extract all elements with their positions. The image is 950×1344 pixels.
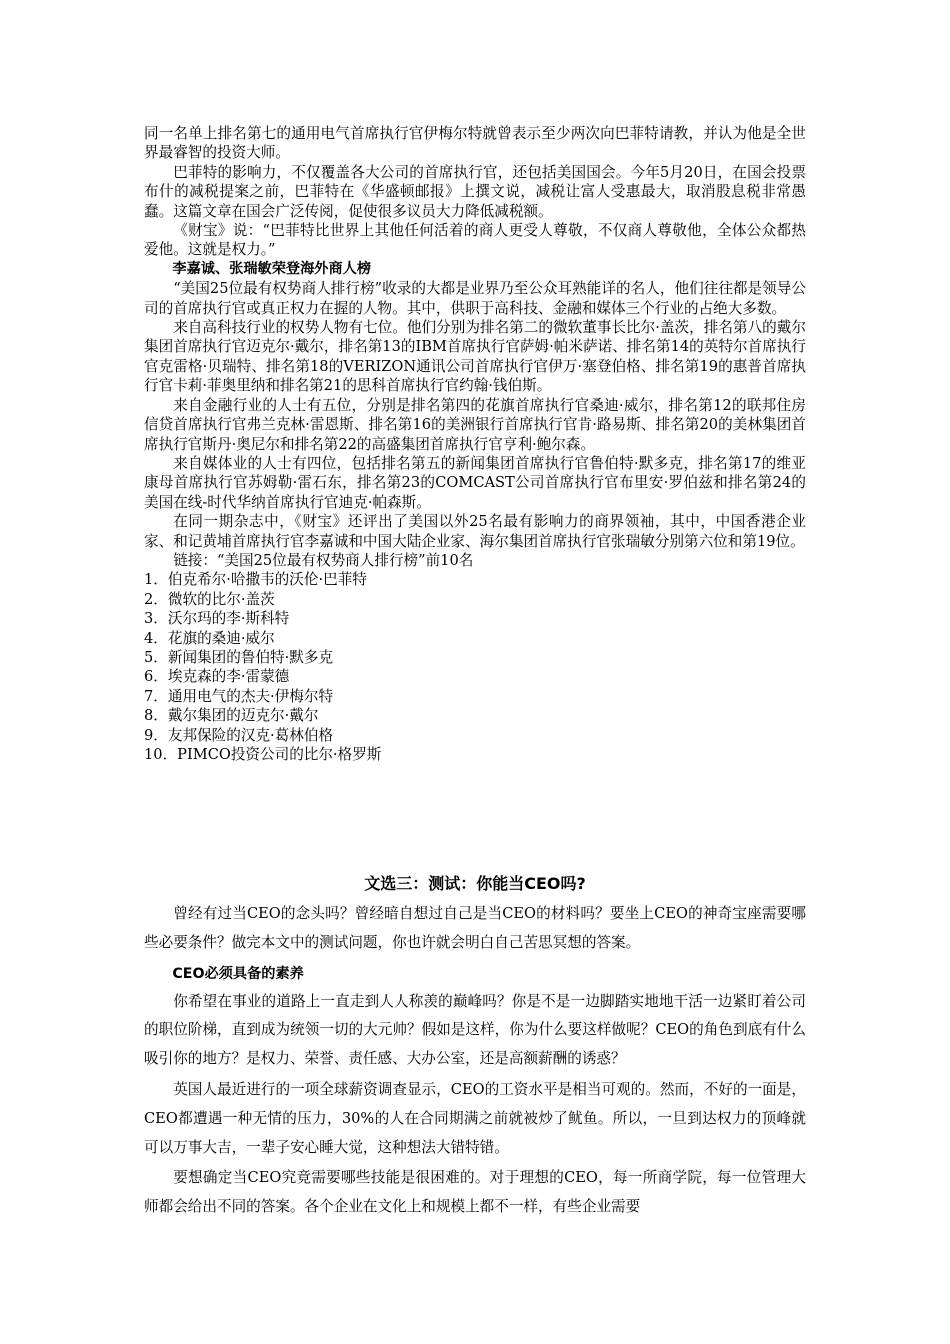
paragraph-fortune-quote: 《财宝》说：“巴菲特比世界上其他任何活着的商人更受人尊敬，不仅商人尊敬他，全体公众都热爱他。这就是权力。”: [144, 222, 806, 259]
paragraph-finance: 来自金融行业的人士有五位，分别是排名第四的花旗首席执行官桑迪·威尔，排名第12的联邦住房信贷首席执行官弗兰克林·雷恩斯、排名第16的美洲银行首席执行官肯·路易斯、排名第20的美林集团首席执行官斯丹·奥尼尔和排名第22的高盛集团首席执行官亨利·鲍尔森。: [144, 396, 806, 453]
subheading-overseas: 李嘉诚、张瑞敏荣登海外商人榜: [172, 260, 372, 277]
article-ranking-section: [144, 124, 806, 764]
paragraph-tech: 来自高科技行业的权势人物有七位。他们分别为排名第二的微软董事长比尔·盖茨，排名第八的戴尔集团首席执行官迈克尔·戴尔，排名第13的IBM首席执行官萨姆·帕米萨诺、排名第14的英特尔首席执行官克雷格·贝瑞特、排名第18的VERIZON通讯公司首席执行官伊万·塞登伯格、排名第19的惠普首席执行官卡莉·菲奥里纳和排名第21的思科首席执行官约翰·钱伯斯。: [144, 319, 806, 395]
paragraph-ranking: “美国25位最有权势商人排行榜”收录的大都是业界乃至公众耳熟能详的名人，他们往往都是领导公司的首席执行官或真正权力在握的人物。其中，供职于高科技、金融和媒体三个行业的占绝大多数。: [144, 280, 806, 317]
list-item: 8．戴尔集团的迈克尔·戴尔: [144, 707, 319, 725]
paragraph-intro: 曾经有过当CEO的念头吗？曾经暗自想过自己是当CEO的材料吗？要坐上CEO的神奇宝座需要哪些必要条件？做完本文中的测试问题，你也许就会明白自己苦思冥想的答案。: [144, 905, 806, 951]
top10-list: [144, 570, 806, 764]
link-intro: 链接：“美国25位最有权势商人排行榜”前10名: [173, 551, 474, 569]
subheading-ceo-qualities: CEO必须具备的素养: [172, 965, 304, 982]
paragraph-media: 来自媒体业的人士有四位，包括排名第五的新闻集团首席执行官鲁伯特·默多克，排名第17的维亚康母首席执行官苏姆勒·雷石东，排名第23的COMCAST公司首席执行官布里安·罗伯兹和排名第24的美国在线-时代华纳首席执行官迪克·帕森斯。: [144, 454, 806, 511]
list-item: 6．埃克森的李·雷蒙德: [144, 668, 290, 686]
list-item: 5．新闻集团的鲁伯特·默多克: [144, 648, 334, 666]
list-item: 10．PIMCO投资公司的比尔·格罗斯: [144, 746, 382, 763]
list-item: 4．花旗的桑迪·威尔: [144, 629, 275, 647]
paragraph-influence: 巴菲特的影响力，不仅覆盖各大公司的首席执行官，还包括美国国会。今年5月20日，在国会投票布什的减税提案之前，巴菲特在《华盛顿邮报》上撰文说，减税让富人受惠最大，取消股息税非常愚蠢。这篇文章在国会广泛传阅，促使很多议员大力降低减税额。: [144, 163, 806, 220]
list-item: 7．通用电气的杰夫·伊梅尔特: [144, 687, 334, 705]
article-ceo-section: [144, 900, 806, 1224]
list-item: 2．微软的比尔·盖茨: [144, 590, 275, 608]
paragraph-skills: 要想确定当CEO究竟需要哪些技能是很困难的。对于理想的CEO，每一所商学院，每一位管理大师都会给出不同的答案。各个企业在文化上和规模上都不一样，有些企业需要: [144, 1169, 806, 1216]
list-item: 9．友邦保险的汉克·葛林伯格: [144, 726, 334, 744]
list-item: 3．沃尔玛的李·斯科特: [144, 610, 290, 628]
paragraph-immelt: 同一名单上排名第七的通用电气首席执行官伊梅尔特就曾表示至少两次向巴菲特请教，并认为他是全世界最睿智的投资大师。: [144, 125, 806, 162]
paragraph-overseas: 在同一期杂志中，《财宝》还评出了美国以外25名最有影响力的商界领袖，其中，中国香港企业家、和记黄埔首席执行官李嘉诚和中国大陆企业家、海尔集团首席执行官张瑞敏分别第六位和第19位。: [144, 513, 806, 550]
paragraph-peak: 你希望在事业的道路上一直走到人人称羡的巅峰吗？你是不是一边脚踏实地地干活一边紧盯着公司的职位阶梯，直到成为统领一切的大元帅？假如是这样，你为什么要这样做呢？CEO的角色到底有什么吸引你的地方？是权力、荣誉、责任感、大办公室，还是高额薪酬的诱惑？: [144, 992, 806, 1068]
paragraph-survey: 英国人最近进行的一项全球薪资调查显示，CEO的工资水平是相当可观的。然而，不好的一面是，CEO都遭遇一种无情的压力，30%的人在合同期满之前就被炒了鱿鱼。所以，一旦到达权力的顶峰就可以万事大吉，一辈子安心睡大觉，这种想法大错特错。: [144, 1080, 806, 1156]
article-title: 文选三：测试：你能当CEO吗?: [364, 874, 586, 894]
list-item: 1．伯克希尔·哈撒韦的沃伦·巴菲特: [144, 571, 367, 589]
